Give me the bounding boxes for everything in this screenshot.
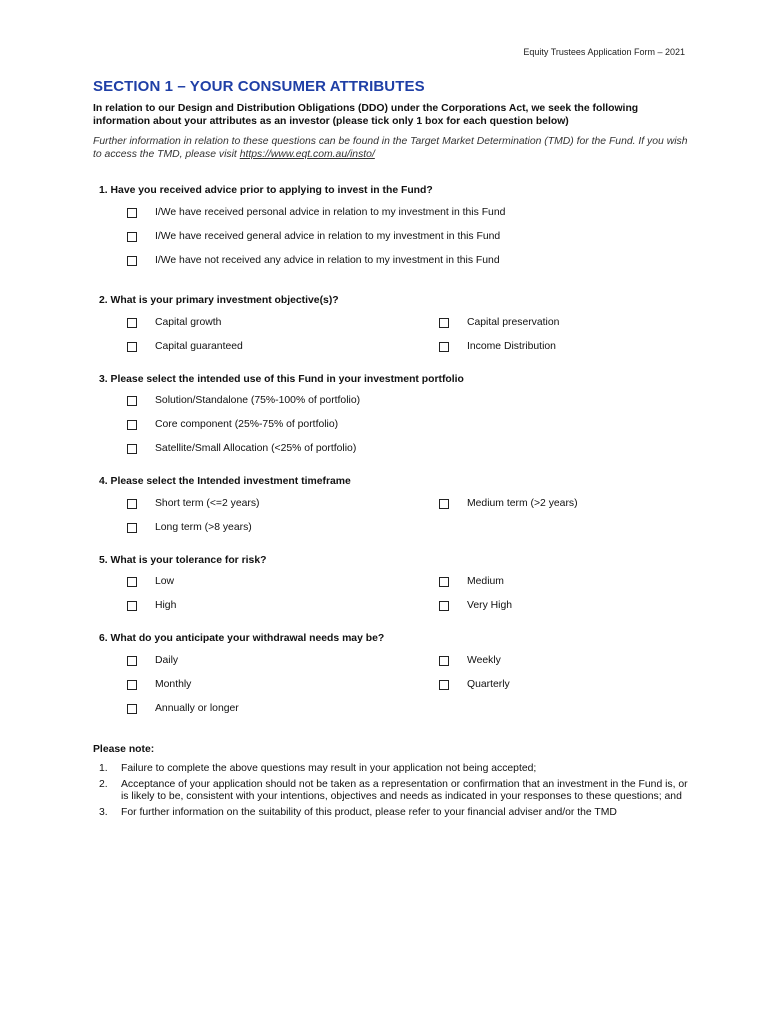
option-label: Quarterly (467, 679, 510, 690)
checkbox[interactable] (127, 656, 137, 666)
checkbox[interactable] (127, 342, 137, 352)
option-label: Capital preservation (467, 317, 560, 328)
checkbox[interactable] (127, 577, 137, 587)
note-text: Acceptance of your application should not be taken as a representation or confirmation that an investment in the Fund is, or is likely to be, consistent with your intentions, objectives and needs as indicated in your responses to these questions; and (121, 778, 688, 802)
option-personal-advice[interactable] (127, 207, 505, 218)
option-medium-term[interactable] (439, 498, 578, 509)
notes-list (99, 763, 689, 822)
note-number: 3. (99, 806, 108, 818)
option-short-term[interactable] (127, 498, 260, 509)
option-risk-high[interactable] (127, 600, 176, 611)
further-info-text: Further information in relation to these questions can be found in the Target Market Determination (TMD) for the Fund. If you wish to access the TMD, please visit (93, 136, 688, 160)
checkbox[interactable] (439, 577, 449, 587)
checkbox[interactable] (127, 680, 137, 690)
option-label: Low (155, 576, 175, 587)
option-annually-or-longer[interactable] (127, 703, 239, 714)
checkbox[interactable] (439, 318, 449, 328)
option-label: Solution/Standalone (75%-100% of portfolio) (155, 395, 361, 406)
checkbox[interactable] (439, 656, 449, 666)
option-label: Satellite/Small Allocation (<25% of portfolio) (155, 443, 357, 454)
option-risk-low[interactable] (127, 576, 174, 587)
question-2: 2. What is your primary investment objective(s)? (99, 295, 339, 306)
checkbox[interactable] (127, 232, 137, 242)
option-capital-growth[interactable] (127, 317, 221, 328)
option-weekly[interactable] (439, 655, 501, 666)
note-number: 2. (99, 778, 108, 790)
checkbox[interactable] (127, 208, 137, 218)
option-label: I/We have not received any advice in relation to my investment in this Fund (155, 255, 500, 266)
option-core-component[interactable] (127, 419, 338, 430)
checkbox[interactable] (439, 680, 449, 690)
option-label: Long term (>8 years) (155, 522, 252, 533)
question-4: 4. Please select the Intended investment timeframe (99, 476, 351, 487)
option-label: Capital guaranteed (155, 341, 243, 352)
option-label: Medium term (>2 years) (467, 498, 578, 509)
note-text: For further information on the suitability of this product, please refer to your financial adviser and/or the TMD (121, 806, 617, 818)
option-label: Medium (467, 576, 504, 587)
note-item (99, 763, 689, 776)
section-title: SECTION 1 – YOUR CONSUMER ATTRIBUTES (93, 78, 425, 95)
option-monthly[interactable] (127, 679, 191, 690)
tmd-link[interactable]: https://www.eqt.com.au/insto/ (239, 149, 375, 160)
option-label: Monthly (155, 679, 192, 690)
checkbox[interactable] (127, 444, 137, 454)
question-5: 5. What is your tolerance for risk? (99, 555, 267, 566)
further-info-paragraph (93, 135, 693, 161)
option-label: Core component (25%-75% of portfolio) (155, 419, 339, 430)
note-item (99, 779, 689, 804)
option-risk-medium[interactable] (439, 576, 504, 587)
question-6: 6. What do you anticipate your withdrawal needs may be? (99, 633, 385, 644)
checkbox[interactable] (439, 499, 449, 509)
option-label: Very High (467, 600, 513, 611)
option-label: High (155, 600, 177, 611)
option-satellite-allocation[interactable] (127, 443, 356, 454)
option-label: Weekly (467, 655, 501, 666)
checkbox[interactable] (127, 420, 137, 430)
option-risk-very-high[interactable] (439, 600, 512, 611)
option-daily[interactable] (127, 655, 178, 666)
option-label: Short term (<=2 years) (155, 498, 260, 509)
option-no-advice[interactable] (127, 255, 500, 266)
checkbox[interactable] (439, 342, 449, 352)
option-label: I/We have received general advice in relation to my investment in this Fund (155, 231, 501, 242)
option-quarterly[interactable] (439, 679, 510, 690)
option-capital-preservation[interactable] (439, 317, 559, 328)
option-income-distribution[interactable] (439, 341, 556, 352)
option-label: Annually or longer (155, 703, 239, 714)
checkbox[interactable] (127, 256, 137, 266)
checkbox[interactable] (127, 318, 137, 328)
option-label: Daily (155, 655, 179, 666)
option-label: I/We have received personal advice in relation to my investment in this Fund (155, 207, 506, 218)
question-3: 3. Please select the intended use of this Fund in your investment portfolio (99, 374, 464, 385)
question-1: 1. Have you received advice prior to applying to invest in the Fund? (99, 185, 433, 196)
checkbox[interactable] (439, 601, 449, 611)
checkbox[interactable] (127, 499, 137, 509)
checkbox[interactable] (127, 601, 137, 611)
note-item (99, 807, 689, 820)
option-capital-guaranteed[interactable] (127, 341, 243, 352)
intro-paragraph: In relation to our Design and Distribution Obligations (DDO) under the Corporations Act, we seek the following information about your attributes as an investor (please tick only 1 box for each question below) (93, 103, 639, 127)
option-label: Capital growth (155, 317, 222, 328)
option-general-advice[interactable] (127, 231, 500, 242)
please-note-heading: Please note: (93, 744, 155, 755)
checkbox[interactable] (127, 523, 137, 533)
document-header-label: Equity Trustees Application Form – 2021 (523, 47, 685, 57)
checkbox[interactable] (127, 704, 137, 714)
option-solution-standalone[interactable] (127, 395, 360, 406)
note-number: 1. (99, 763, 108, 774)
option-long-term[interactable] (127, 522, 252, 533)
checkbox[interactable] (127, 396, 137, 406)
option-label: Income Distribution (467, 341, 556, 352)
note-text: Failure to complete the above questions may result in your application not being accepted; (121, 763, 537, 774)
